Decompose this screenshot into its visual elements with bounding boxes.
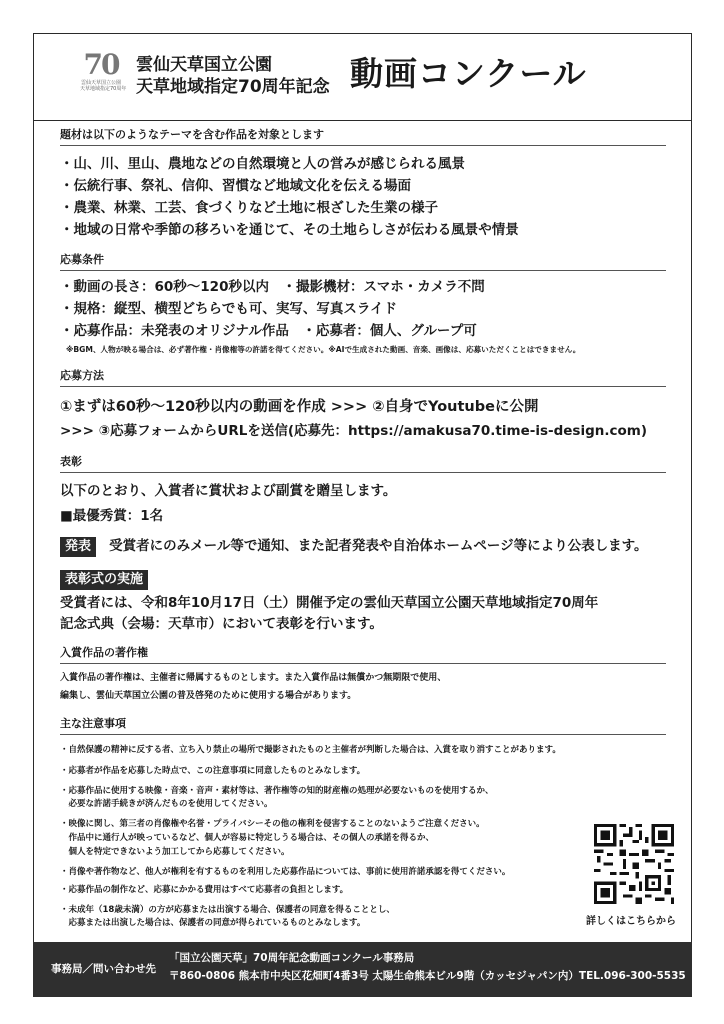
note-item: ・応募作品の制作など、応募にかかる費用はすべて応募者の負担とします。 <box>60 885 349 895</box>
page-title: 動画コンクール <box>350 54 587 93</box>
copyright-line2: 編集し、雲仙天草国立公園の普及啓発のために使用する場合があります。 <box>60 691 357 701</box>
theme-item: ・地域の日常や季節の移ろいを通じて、その土地らしさが伝わる風景や情景 <box>60 222 519 238</box>
copyright-heading: 入賞作品の著作権 <box>60 645 666 664</box>
announce-tag: 発表 <box>60 537 96 557</box>
note-item: ・肖像や著作物など、他人が権利を有するものを利用した応募作品については、事前に使用許諾承認を得てください。 <box>60 867 511 877</box>
anniversary-logo <box>80 48 127 108</box>
header-title-line2: 天草地域指定70周年記念 <box>136 77 330 97</box>
logo-text-2: 天草地域指定70周年 <box>80 86 127 92</box>
notes-heading: 主な注意事項 <box>60 716 666 735</box>
theme-item: ・伝統行事、祭礼、信仰、習慣など地域文化を伝える場面 <box>60 178 411 194</box>
theme-item: ・山、川、里山、農地などの自然環境と人の営みが感じられる風景 <box>60 156 465 172</box>
ceremony-line2: 記念式典（会場：天草市）において表彰を行います。 <box>60 616 383 632</box>
note-item: 応募または出演した場合は、保護者の同意が得られているものとみなします。 <box>60 918 366 928</box>
method-heading: 応募方法 <box>60 368 666 387</box>
footer-office: 「国立公園天草」70周年記念動画コンクール事務局 <box>169 952 415 964</box>
footer-address: 〒860-0806 熊本市中央区花畑町4番3号 太陽生命熊本ビル9階（カッセジャパン内）TEL.096-300-5535 <box>169 970 686 982</box>
note-item: ・未成年（18歳未満）の方が応募または出演する場合、保護者の同意を得ることとし、 <box>60 905 395 915</box>
conditions-note: ※BGM、人物が映る場合は、必ず著作権・肖像権等の許諾を得てください。※AIで生成された動画、音楽、画像は、応募いただくことはできません。 <box>66 345 581 354</box>
note-item: 必要な許諾手続きが済んだものを使用してください。 <box>60 799 273 809</box>
theme-item: ・農業、林業、工芸、食づくりなど土地に根ざした生業の様子 <box>60 200 438 216</box>
qr-caption: 詳しくはこちらから <box>586 916 676 927</box>
footer-label: 事務局／問い合わせ先 <box>51 963 156 975</box>
method-line2: >>> ③応募フォームからURLを送信(応募先：https://amakusa70.time-is-design.com) <box>60 423 648 439</box>
award-intro: 以下のとおり、入賞者に賞状および副賞を贈呈します。 <box>60 483 397 499</box>
note-item: ・自然保護の精神に反する者、立ち入り禁止の場所で撮影されたものと主催者が判断した場合は、入賞を取り消すことがあります。 <box>60 745 561 755</box>
copyright-line1: 入賞作品の著作権は、主催者に帰属するものとします。また入賞作品は無償かつ無期限で使用、 <box>60 673 447 683</box>
method-line1: ①まずは60秒〜120秒以内の動画を作成 >>> ②自身でYoutubeに公開 <box>60 399 539 415</box>
qr-code-icon[interactable] <box>594 824 674 904</box>
condition-item: ・応募作品：未発表のオリジナル作品 ・応募者：個人、グループ可 <box>60 323 477 339</box>
announce-row <box>60 535 648 557</box>
ceremony-line1: 受賞者には、令和8年10月17日（土）開催予定の雲仙天草国立公園天草地域指定70周年 <box>60 595 599 611</box>
header-title-line1: 雲仙天草国立公園 <box>136 55 272 75</box>
condition-item: ・規格：縦型、横型どちらでも可、実写、写真スライド <box>60 301 397 317</box>
conditions-heading: 応募条件 <box>60 252 666 271</box>
ceremony-tag: 表彰式の実施 <box>60 570 148 590</box>
condition-item: ・動画の長さ：60秒〜120秒以内 ・撮影機材：スマホ・カメラ不問 <box>60 279 485 295</box>
ceremony-row <box>60 568 148 590</box>
footer <box>33 942 692 997</box>
note-item: 作品中に通行人が映っているなど、個人が容易に特定しうる場合は、その個人の承諾を得るか、 <box>60 833 435 843</box>
award-heading: 表彰 <box>60 454 666 473</box>
logo-number: 70 <box>83 48 119 81</box>
award-prize: ■最優秀賞：1名 <box>60 508 164 524</box>
theme-heading: 題材は以下のようなテーマを含む作品を対象とします <box>60 127 666 146</box>
logo-text-1: 雲仙天草国立公園 <box>80 80 121 86</box>
note-item: ・応募者が作品を応募した時点で、この注意事項に同意したものとみなします。 <box>60 766 366 776</box>
note-item: ・応募作品に使用する映像・音楽・音声・素材等は、著作権等の知的財産権の処理が必要ないものを使用するか、 <box>60 786 494 796</box>
note-item: ・映像に関し、第三者の肖像権や名誉・プライバシーその他の権利を侵害することのないようご注意ください。 <box>60 819 485 829</box>
announce-text: 受賞者にのみメール等で通知、また記者発表や自治体ホームページ等により公表します。 <box>109 538 648 554</box>
note-item: 個人を特定できないよう加工してから応募してください。 <box>60 847 290 857</box>
